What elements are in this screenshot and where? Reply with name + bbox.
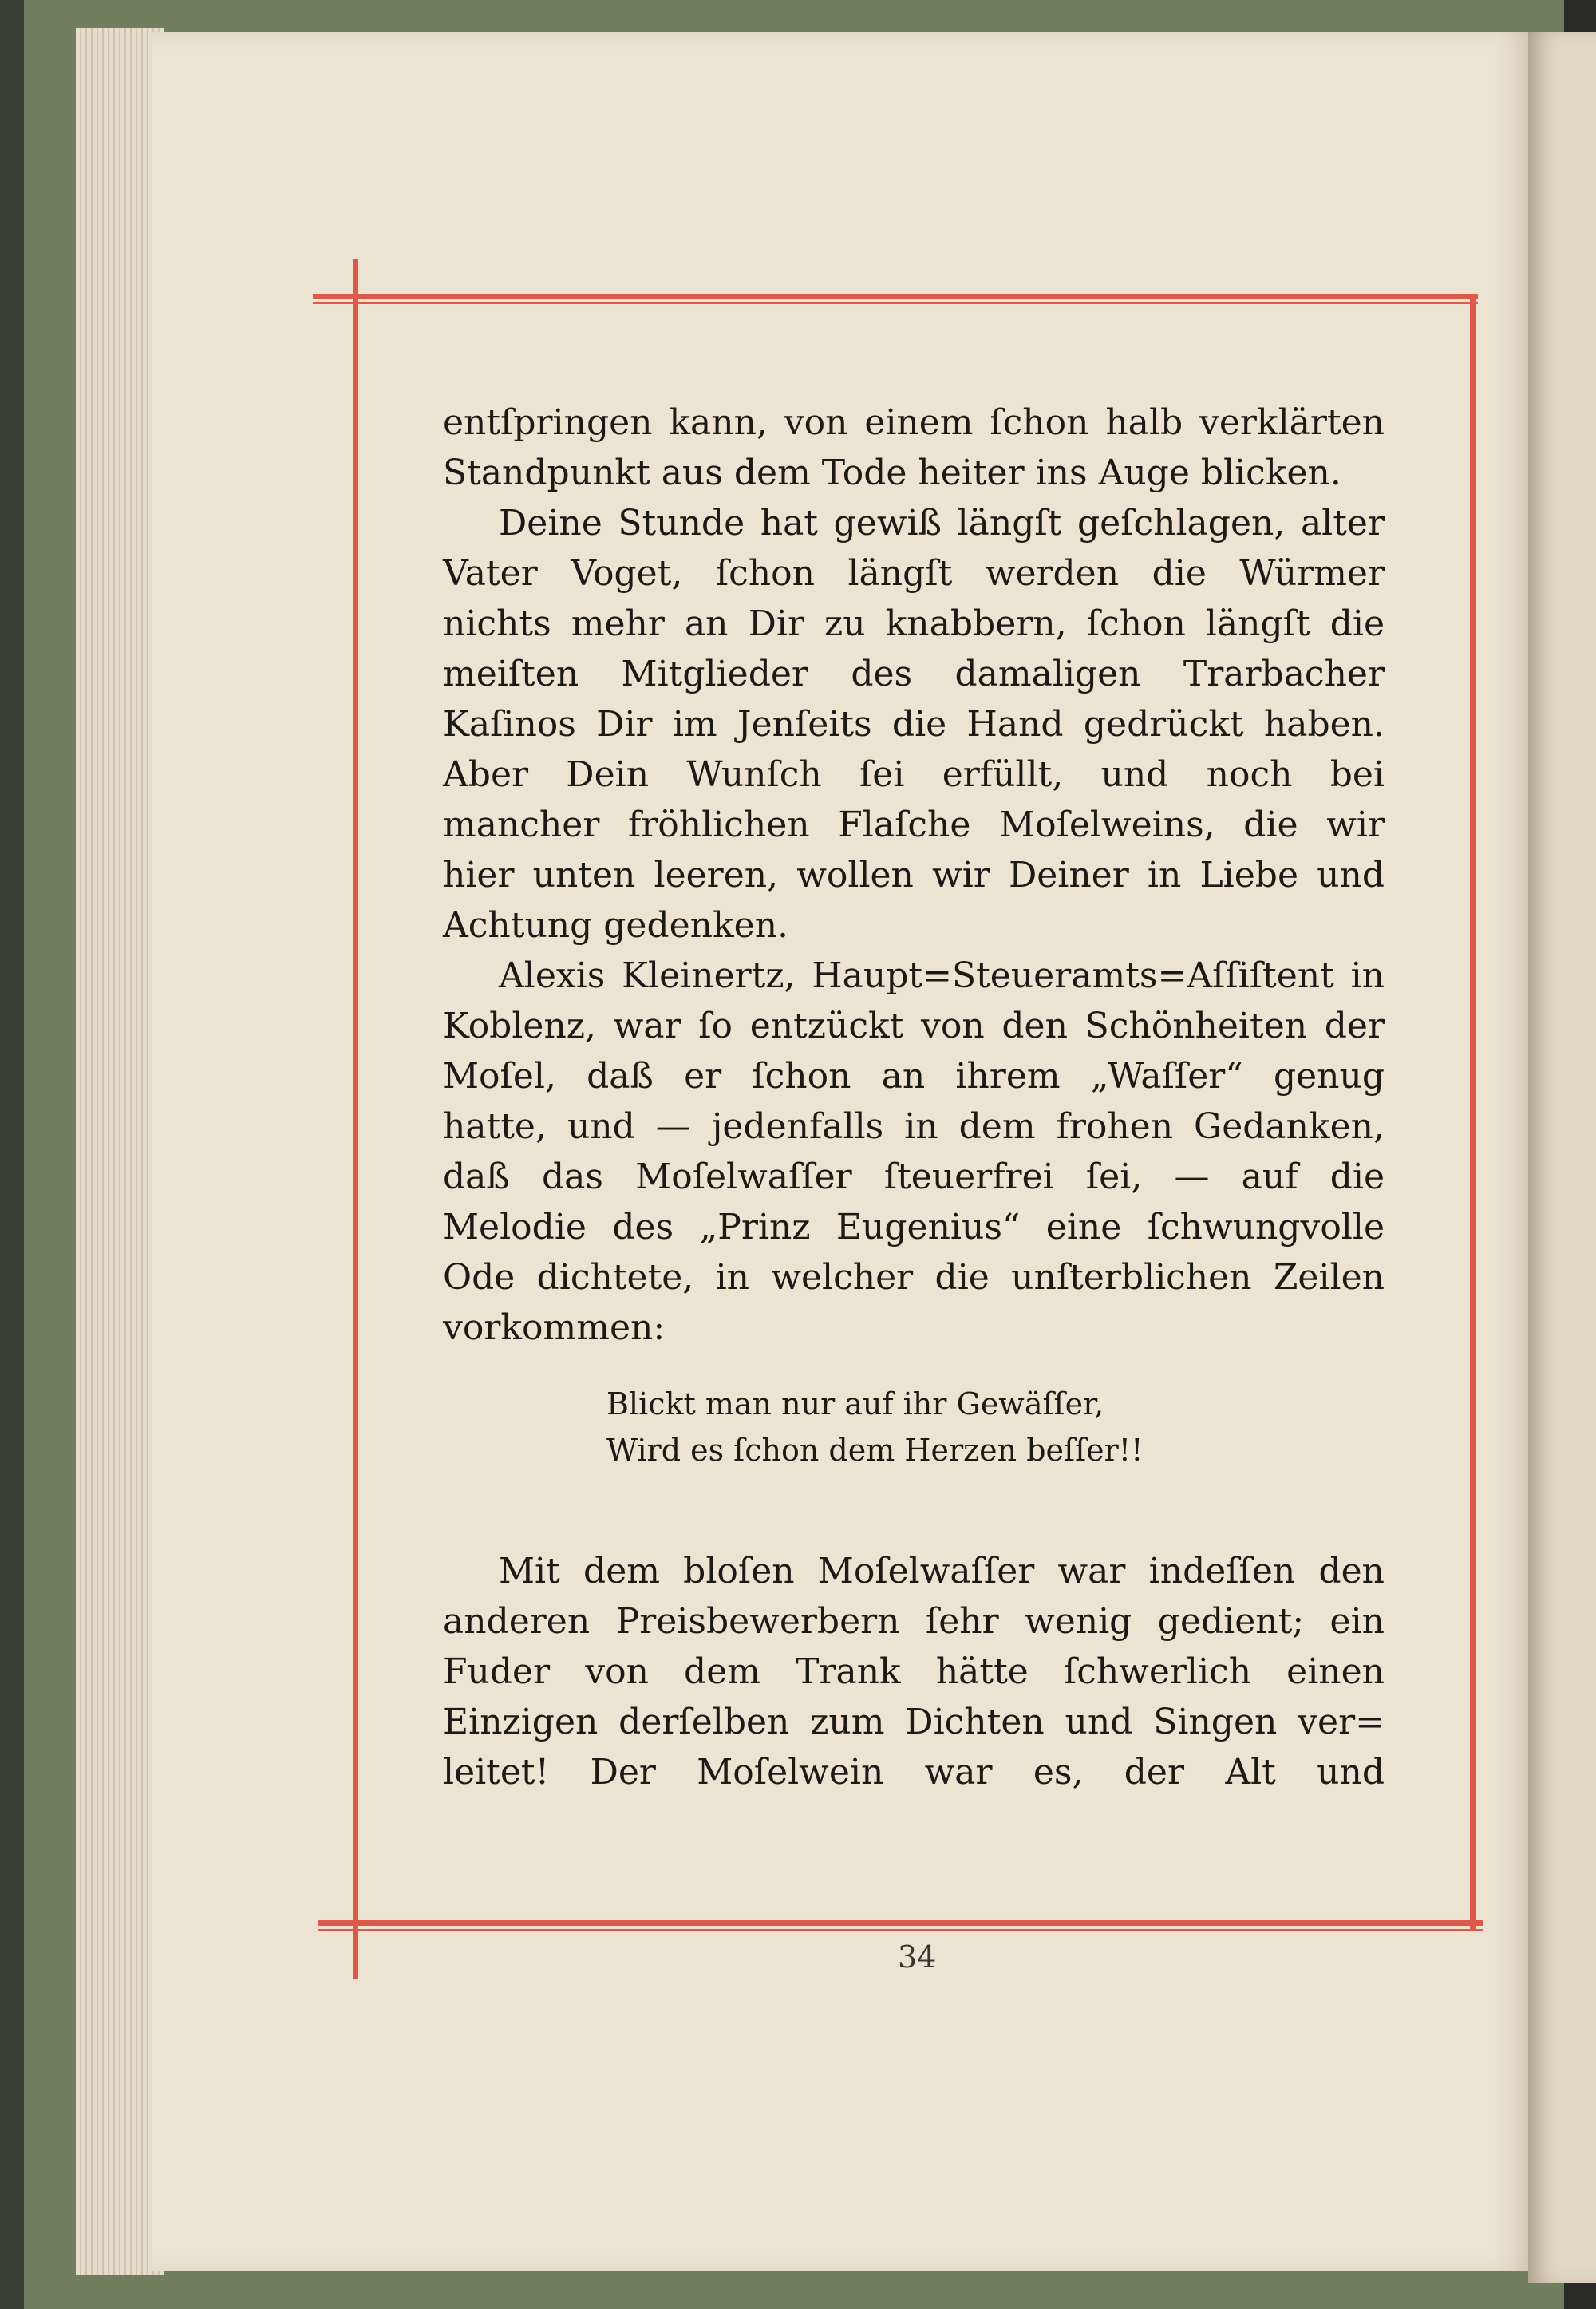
text-line: mancher fröhlichen Flaſche Moſelweins, die wir [443, 805, 1385, 845]
text-line: Achtung gedenken. [443, 905, 789, 946]
text-line: Vater Voget, ſchon längſt werden die Würmer [443, 553, 1385, 594]
text-line: hier unten leeren, wollen wir Deiner in Liebe und [443, 855, 1385, 896]
verse-line: Blickt man nur auf ihr Gewäſſer, [606, 1386, 1104, 1421]
text-line: Kaſinos Dir im Jenſeits die Hand gedrückt haben. [443, 704, 1385, 745]
text-line: Aber Dein Wunſch ſei erfüllt, und noch bei [443, 754, 1385, 795]
frame-rule-top-inner [313, 302, 1478, 304]
page-number: 34 [898, 1939, 937, 1975]
text-line: Einzigen derſelben zum Dichten und Singen ver= [443, 1702, 1385, 1742]
text-line: Fuder von dem Trank hätte ſchwerlich einen [443, 1651, 1385, 1692]
verse-line: Wird es ſchon dem Herzen beſſer!! [606, 1433, 1144, 1468]
text-line: entſpringen kann, von einem ſchon halb verklärten [443, 402, 1385, 443]
book-spine-edge [0, 0, 24, 2309]
text-line: Ode dichtete, in welcher die unſterblichen Zeilen [443, 1257, 1385, 1298]
text-line: vorkommen: [443, 1307, 666, 1348]
paragraph-3 [443, 951, 1385, 1353]
page-edges [76, 28, 164, 2275]
text-line: Alexis Kleinertz, Haupt=Steueramts=Aſſiſtent in [499, 955, 1385, 996]
text-line: Standpunkt aus dem Tode heiter ins Auge blicken. [443, 453, 1341, 493]
text-line: nichts mehr an Dir zu knabbern, ſchon längſt die [443, 603, 1385, 644]
frame-rule-bottom [318, 1920, 1483, 1926]
paragraph-1 [443, 397, 1385, 498]
text-line: leitet! Der Moſelwein war es, der Alt und [443, 1752, 1385, 1793]
frame-rule-left [353, 259, 358, 1979]
text-line: daß das Moſelwaſſer ſteuerfrei ſei, — auf die [443, 1156, 1385, 1197]
text-line: Deine Stunde hat gewiß längſt geſchlagen, alter [499, 503, 1385, 544]
verse-quote [606, 1381, 1325, 1473]
text-line: Mit dem bloſen Moſelwaſſer war indeſſen den [499, 1551, 1385, 1591]
text-line: Koblenz, war ſo entzückt von den Schönheiten der [443, 1006, 1385, 1046]
facing-page-edge [1528, 32, 1596, 2283]
text-line: Melodie des „Prinz Eugenius“ eine ſchwungvolle [443, 1207, 1385, 1247]
closing-paragraph [443, 1546, 1385, 1797]
body-text [443, 397, 1385, 1353]
text-line: Moſel, daß er ſchon an ihrem „Waſſer“ genug [443, 1056, 1385, 1097]
paragraph-4 [443, 1546, 1385, 1797]
paragraph-2 [443, 498, 1385, 951]
text-line: anderen Preisbewerbern ſehr wenig gedient; ein [443, 1601, 1385, 1642]
frame-rule-right [1470, 294, 1476, 1930]
text-line: hatte, und — jedenfalls in dem frohen Gedanken, [443, 1106, 1385, 1147]
text-line: meiſten Mitglieder des damaligen Trarbacher [443, 654, 1385, 694]
frame-rule-top [313, 294, 1478, 299]
frame-rule-bottom-inner [318, 1929, 1483, 1931]
